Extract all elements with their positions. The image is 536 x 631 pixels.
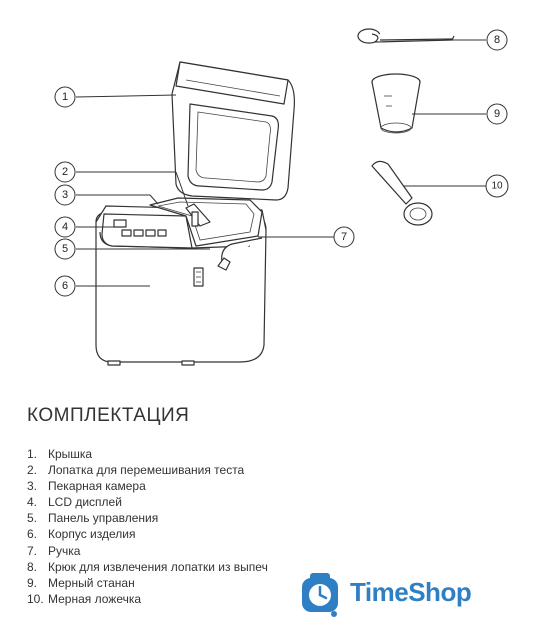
list-item: 4. LCD дисплей	[27, 495, 122, 510]
callout-5	[55, 239, 75, 259]
measuring-cup-illustration	[372, 74, 420, 133]
callout-6-label: 6	[61, 280, 69, 292]
list-item: 5. Панель управления	[27, 511, 159, 526]
callout-7	[334, 227, 354, 247]
callout-9-label: 9	[493, 108, 501, 120]
list-item: 10. Мерная ложечка	[27, 591, 142, 606]
callout-4-label: 4	[61, 221, 69, 233]
callout-10-label: 10	[491, 180, 503, 192]
list-item: 8. Крюк для извлечения лопатки из выпеч	[27, 559, 268, 574]
list-item: 6. Корпус изделия	[27, 527, 136, 542]
watermark-text: TimeShop	[350, 577, 472, 607]
callout-1	[55, 87, 75, 107]
callout-3	[55, 185, 75, 205]
list-item: 9. Мерный станан	[27, 575, 135, 590]
list-item: 7. Ручка	[27, 543, 81, 558]
measuring-spoon-illustration	[372, 161, 432, 225]
callout-5-label: 5	[61, 243, 69, 255]
callout-2	[55, 162, 75, 182]
clock-icon	[298, 570, 346, 620]
list-item: 3. Пекарная камера	[27, 479, 146, 494]
bread-maker-illustration	[96, 62, 294, 365]
timeshop-watermark	[298, 570, 498, 620]
callout-7-label: 7	[340, 231, 348, 243]
section-heading: КОМПЛЕКТАЦИЯ	[27, 405, 190, 426]
callout-10	[486, 175, 508, 197]
callout-8	[487, 30, 507, 50]
callout-8-label: 8	[493, 34, 501, 46]
callout-3-label: 3	[61, 189, 69, 201]
callout-1-label: 1	[61, 91, 69, 103]
list-item: 2. Лопатка для перемешивания теста	[27, 463, 245, 478]
list-item: 1. Крышка	[27, 447, 93, 461]
callout-9	[487, 104, 507, 124]
callout-4	[55, 217, 75, 237]
callout-6	[55, 276, 75, 296]
parts-list	[27, 446, 277, 607]
hook-illustration	[358, 29, 454, 43]
callout-2-label: 2	[61, 166, 69, 178]
